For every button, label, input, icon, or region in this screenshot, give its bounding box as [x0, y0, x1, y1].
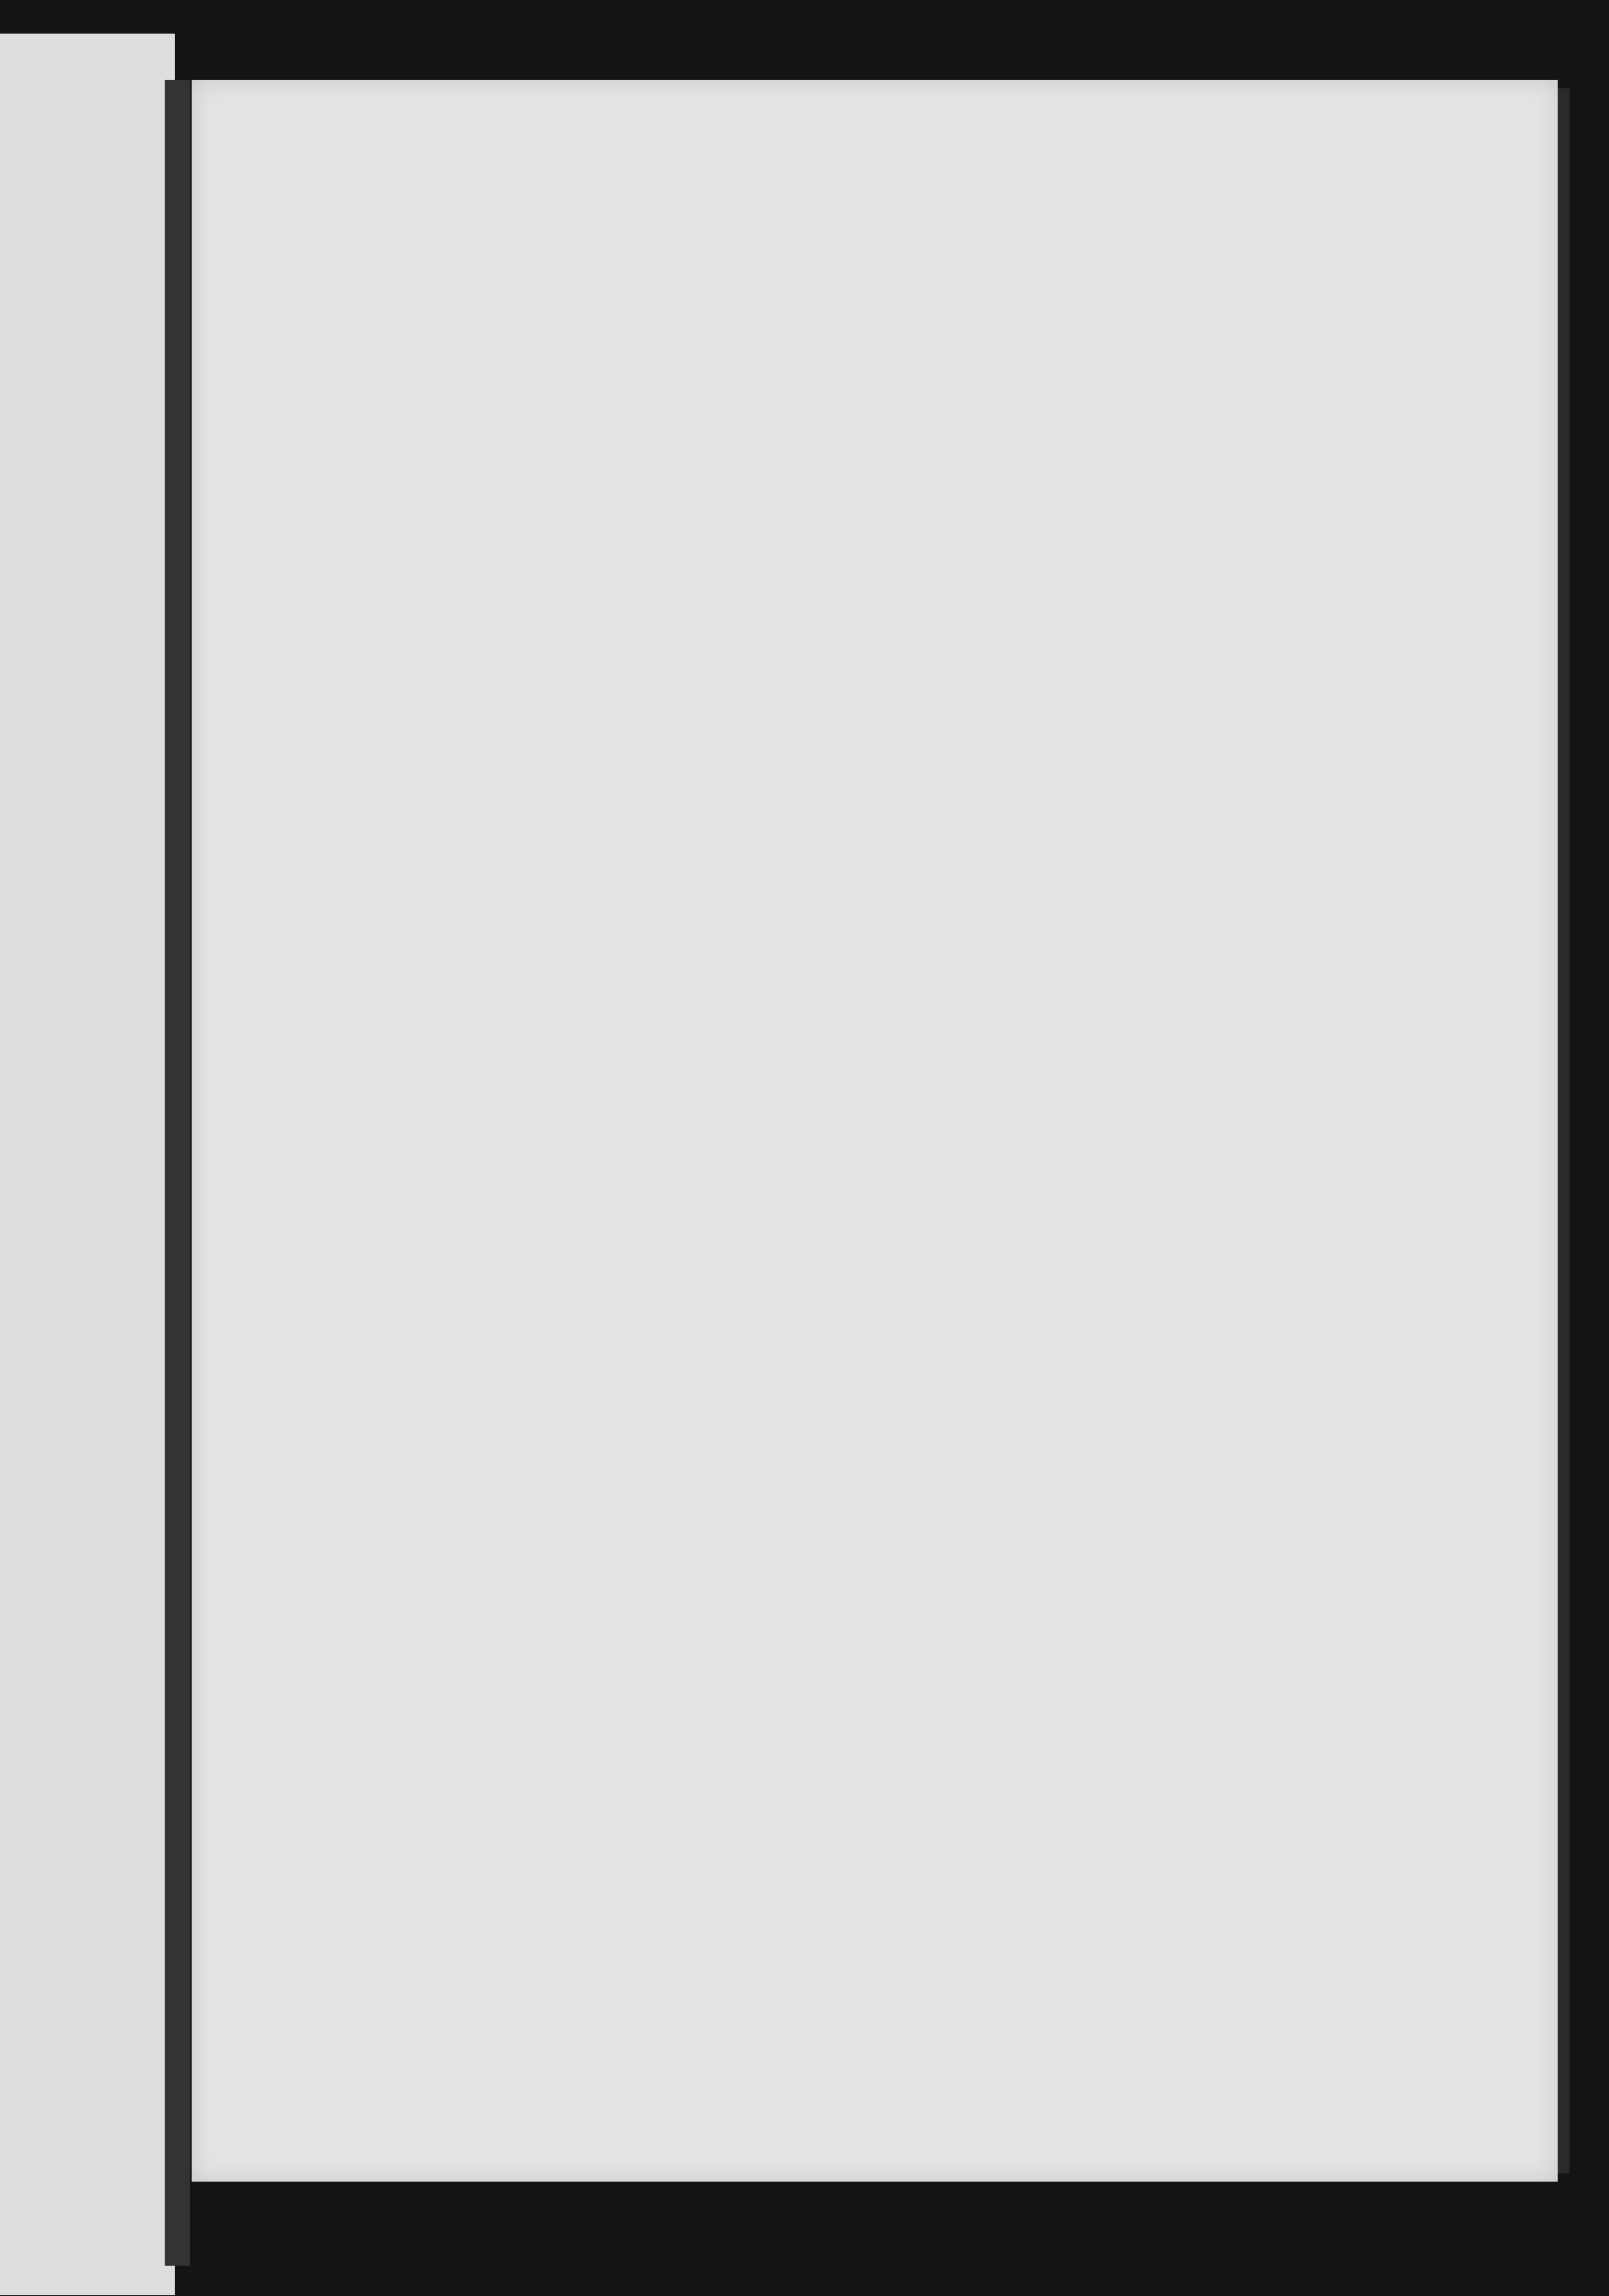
book-gutter [165, 80, 190, 2266]
index-list [360, 0, 1345, 2296]
page-edge [1558, 88, 1569, 2173]
facing-page [0, 34, 175, 2295]
